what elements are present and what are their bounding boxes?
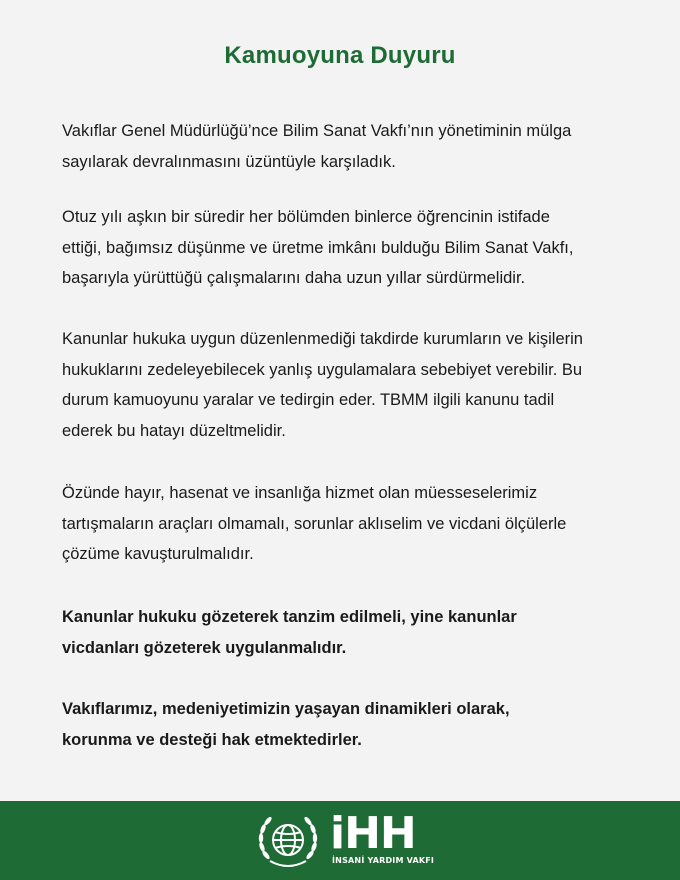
paragraph-3-line-2: hukuklarını zedeleyebilecek yanlış uygulamalara sebebiyet verebilir. Bu	[62, 360, 583, 379]
footer-bar	[0, 801, 680, 880]
paragraph-6-line-1: Vakıflarımız, medeniyetimizin yaşayan dinamikleri olarak,	[62, 700, 510, 718]
paragraph-2-line-1: Otuz yılı aşkın bir süredir her bölümden binlerce öğrencinin istifade	[62, 208, 550, 226]
paragraph-3	[62, 324, 632, 446]
paragraph-4-line-3: çözüme kavuşturulmalıdır.	[62, 545, 254, 563]
paragraph-4	[62, 478, 632, 570]
paragraph-2	[62, 202, 632, 294]
paragraph-1-line-1: Vakıflar Genel Müdürlüğü’nce Bilim Sanat Vakfı’nın yönetiminin mülga	[62, 122, 572, 140]
globe-laurel-icon	[254, 811, 322, 873]
paragraph-3-line-1: Kanunlar hukuka uygun düzenlenmediği takdirde kurumların ve kişilerin	[62, 330, 583, 348]
paragraph-1-line-2: sayılarak devralınmasını üzüntüyle karşıladık.	[62, 152, 396, 171]
paragraph-5-bold	[62, 602, 632, 663]
paragraph-3-line-4: ederek bu hatayı düzeltmelidir.	[62, 421, 286, 440]
paragraph-4-line-1: Özünde hayır, hasenat ve insanlığa hizmet olan müesseselerimiz	[62, 484, 538, 502]
paragraph-2-line-2: ettiği, bağımsız düşünme ve üretme imkânı bulduğu Bilim Sanat Vakfı,	[62, 238, 574, 257]
ihh-logo	[254, 808, 435, 873]
logo-wordmark: iHH	[330, 808, 416, 859]
paragraph-4-line-2: tartışmaların araçları olmamalı, sorunlar aklıselim ve vicdani ölçülerle	[62, 514, 567, 533]
paragraph-5-line-1: Kanunlar hukuku gözeterek tanzim edilmeli, yine kanunlar	[62, 608, 517, 626]
paragraph-1	[62, 116, 632, 177]
logo-subtitle: İNSANİ YARDIM VAKFI	[332, 856, 435, 865]
paragraph-6-bold	[62, 694, 632, 755]
page-title: Kamuoyuna Duyuru	[224, 42, 456, 69]
paragraph-3-line-3: durum kamuoyunu yaralar ve tedirgin eder. TBMM ilgili kanunu tadil	[62, 391, 555, 409]
paragraph-2-line-3: başarıyla yürüttüğü çalışmalarını daha uzun yıllar sürdürmelidir.	[62, 269, 526, 287]
paragraph-6-line-2: korunma ve desteği hak etmektedirler.	[62, 730, 362, 749]
paragraph-5-line-2: vicdanları gözeterek uygulanmalıdır.	[62, 638, 347, 657]
